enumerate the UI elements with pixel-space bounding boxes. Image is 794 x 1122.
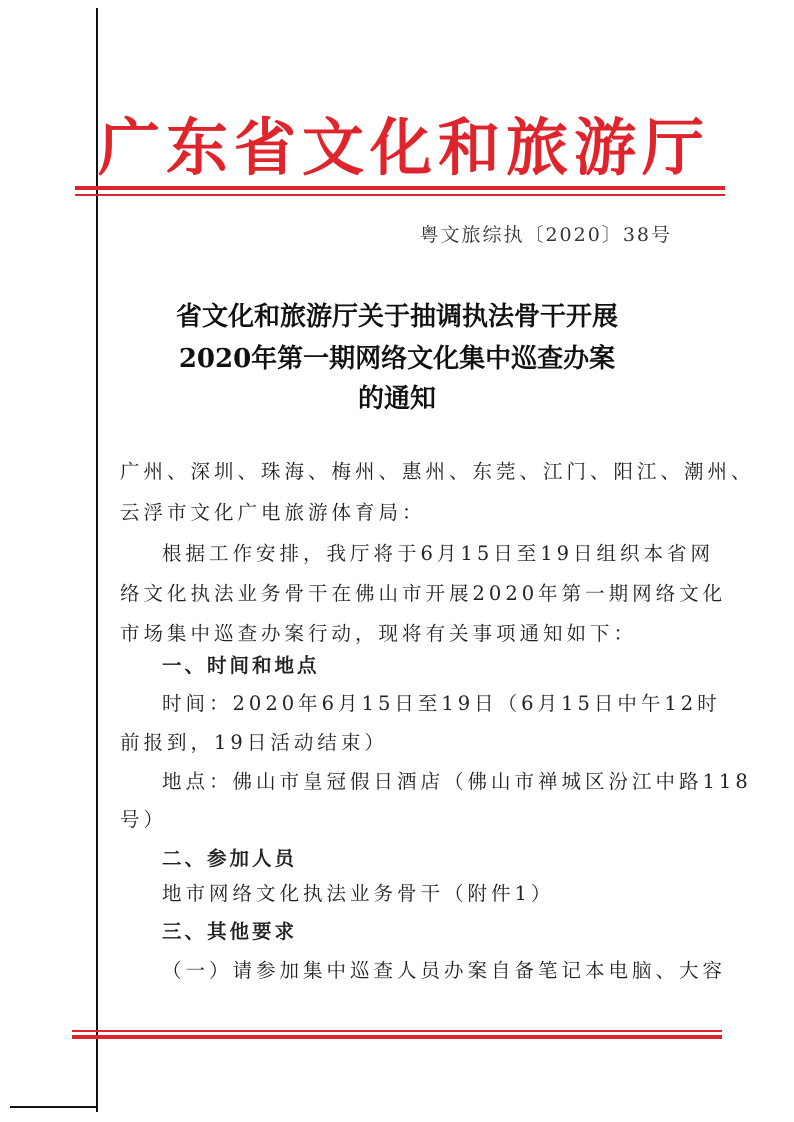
letterhead: 广东省文化和旅游厅 <box>98 111 711 184</box>
addressee-line: 广州、深圳、珠海、梅州、惠州、东莞、江门、阳江、潮州、 <box>120 460 755 483</box>
document-title-line-1: 省文化和旅游厅关于抽调执法骨干开展 <box>175 302 618 332</box>
body-paragraph-line: 地点：佛山市皇冠假日酒店（佛山市禅城区汾江中路118 <box>162 770 752 793</box>
footer-rule-thin <box>72 1030 722 1032</box>
addressee-line: 云浮市文化广电旅游体育局： <box>120 501 426 524</box>
body-paragraph-line: 号） <box>120 808 168 831</box>
section-heading: 一、时间和地点 <box>162 654 320 677</box>
footer-rule-thick <box>72 1035 722 1039</box>
body-paragraph-line: 根据工作安排，我厅将于6月15日至19日组织本省网 <box>162 542 715 565</box>
section-heading: 三、其他要求 <box>162 920 298 943</box>
corner-mark-line <box>10 1106 98 1108</box>
body-paragraph-line: 市场集中巡查办案行动，现将有关事项通知如下： <box>120 622 638 645</box>
body-paragraph-line: （一）请参加集中巡查人员办案自备笔记本电脑、大容 <box>162 959 727 982</box>
letterhead-rule-thick <box>75 186 725 190</box>
section-heading: 二、参加人员 <box>162 847 298 870</box>
body-paragraph-line: 时间：2020年6月15日至19日（6月15日中午12时 <box>162 692 721 715</box>
body-paragraph-line: 地市网络文化执法业务骨干（附件1） <box>162 882 555 905</box>
body-paragraph-line: 前报到，19日活动结束） <box>120 731 388 754</box>
body-paragraph-line: 络文化执法业务骨干在佛山市开展2020年第一期网络文化 <box>120 582 727 605</box>
document-number: 粤文旅综执〔2020〕38号 <box>419 224 672 246</box>
letterhead-rule-thin <box>75 194 725 196</box>
document-title-line-3: 的通知 <box>357 384 436 414</box>
document-title-line-2: 2020年第一期网络文化集中巡查办案 <box>178 344 616 374</box>
